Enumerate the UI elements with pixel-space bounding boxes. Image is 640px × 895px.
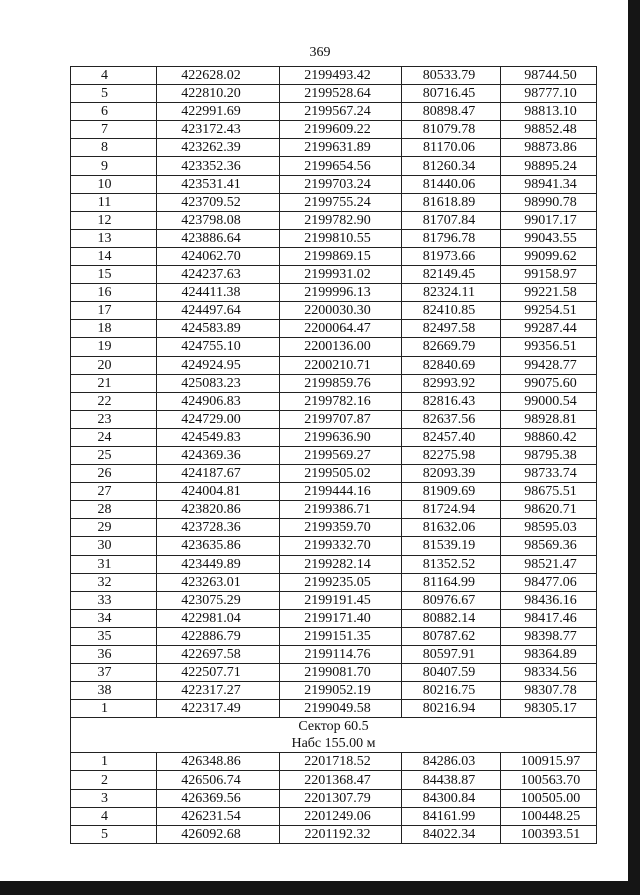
x-local-cell: 80216.75 — [402, 682, 501, 700]
x-coordinate-cell: 423262.39 — [157, 139, 280, 157]
y-local-cell: 98307.78 — [501, 682, 597, 700]
x-local-cell: 80597.91 — [402, 646, 501, 664]
x-coordinate-cell: 423531.41 — [157, 175, 280, 193]
x-local-cell: 80882.14 — [402, 609, 501, 627]
point-number-cell: 5 — [71, 85, 157, 103]
x-coordinate-cell: 423709.52 — [157, 193, 280, 211]
x-local-cell: 80787.62 — [402, 627, 501, 645]
x-coordinate-cell: 424906.83 — [157, 392, 280, 410]
y-local-cell: 98675.51 — [501, 483, 597, 501]
y-coordinate-cell: 2200136.00 — [280, 338, 402, 356]
x-coordinate-cell: 423798.08 — [157, 211, 280, 229]
y-coordinate-cell: 2199609.22 — [280, 121, 402, 139]
point-number-cell: 24 — [71, 428, 157, 446]
point-number-cell: 32 — [71, 573, 157, 591]
y-coordinate-cell: 2199444.16 — [280, 483, 402, 501]
x-local-cell: 81352.52 — [402, 555, 501, 573]
point-number-cell: 28 — [71, 501, 157, 519]
y-coordinate-cell: 2199569.27 — [280, 446, 402, 464]
x-local-cell: 81260.34 — [402, 157, 501, 175]
point-number-cell: 1 — [71, 700, 157, 718]
y-coordinate-cell: 2200064.47 — [280, 320, 402, 338]
y-local-cell: 99221.58 — [501, 284, 597, 302]
y-local-cell: 98860.42 — [501, 428, 597, 446]
y-local-cell: 98417.46 — [501, 609, 597, 627]
point-number-cell: 14 — [71, 247, 157, 265]
sector-height: Набс 155.00 м — [71, 735, 597, 753]
x-local-cell: 81973.66 — [402, 247, 501, 265]
table-body-part1 — [71, 67, 597, 718]
x-local-cell: 82410.85 — [402, 302, 501, 320]
x-local-cell: 81170.06 — [402, 139, 501, 157]
x-coordinate-cell: 424497.64 — [157, 302, 280, 320]
table-row — [71, 67, 597, 85]
y-coordinate-cell: 2199049.58 — [280, 700, 402, 718]
x-coordinate-cell: 426231.54 — [157, 807, 280, 825]
point-number-cell: 10 — [71, 175, 157, 193]
y-local-cell: 100915.97 — [501, 753, 597, 771]
y-coordinate-cell: 2199114.76 — [280, 646, 402, 664]
table-row — [71, 103, 597, 121]
y-coordinate-cell: 2201718.52 — [280, 753, 402, 771]
x-coordinate-cell: 424729.00 — [157, 410, 280, 428]
table-row — [71, 302, 597, 320]
x-local-cell: 81440.06 — [402, 175, 501, 193]
point-number-cell: 30 — [71, 537, 157, 555]
table-row — [71, 157, 597, 175]
table-row — [71, 374, 597, 392]
x-coordinate-cell: 422810.20 — [157, 85, 280, 103]
x-coordinate-cell: 423820.86 — [157, 501, 280, 519]
point-number-cell: 29 — [71, 519, 157, 537]
point-number-cell: 13 — [71, 229, 157, 247]
x-coordinate-cell: 422317.27 — [157, 682, 280, 700]
x-local-cell: 82816.43 — [402, 392, 501, 410]
y-coordinate-cell: 2199869.15 — [280, 247, 402, 265]
y-local-cell: 98813.10 — [501, 103, 597, 121]
x-coordinate-cell: 422981.04 — [157, 609, 280, 627]
x-local-cell: 81539.19 — [402, 537, 501, 555]
point-number-cell: 20 — [71, 356, 157, 374]
point-number-cell: 6 — [71, 103, 157, 121]
x-coordinate-cell: 424411.38 — [157, 284, 280, 302]
y-coordinate-cell: 2199631.89 — [280, 139, 402, 157]
x-local-cell: 82669.79 — [402, 338, 501, 356]
y-local-cell: 100505.00 — [501, 789, 597, 807]
table-row — [71, 121, 597, 139]
sector-title: Сектор 60.5 — [71, 718, 597, 736]
point-number-cell: 5 — [71, 825, 157, 843]
x-local-cell: 82275.98 — [402, 446, 501, 464]
table-row — [71, 410, 597, 428]
x-local-cell: 82840.69 — [402, 356, 501, 374]
coordinates-table — [70, 66, 597, 844]
y-local-cell: 98852.48 — [501, 121, 597, 139]
y-coordinate-cell: 2201249.06 — [280, 807, 402, 825]
y-coordinate-cell: 2199052.19 — [280, 682, 402, 700]
x-local-cell: 81632.06 — [402, 519, 501, 537]
x-coordinate-cell: 424755.10 — [157, 338, 280, 356]
x-local-cell: 80216.94 — [402, 700, 501, 718]
y-local-cell: 99000.54 — [501, 392, 597, 410]
point-number-cell: 3 — [71, 789, 157, 807]
y-coordinate-cell: 2201368.47 — [280, 771, 402, 789]
table-row — [71, 247, 597, 265]
y-local-cell: 98777.10 — [501, 85, 597, 103]
table-row — [71, 682, 597, 700]
table-row — [71, 555, 597, 573]
x-local-cell: 84438.87 — [402, 771, 501, 789]
sector-height-row — [71, 735, 597, 753]
y-coordinate-cell: 2201192.32 — [280, 825, 402, 843]
point-number-cell: 27 — [71, 483, 157, 501]
point-number-cell: 34 — [71, 609, 157, 627]
sector-header — [71, 718, 597, 753]
y-coordinate-cell: 2199332.70 — [280, 537, 402, 555]
y-coordinate-cell: 2199191.45 — [280, 591, 402, 609]
point-number-cell: 18 — [71, 320, 157, 338]
table-row — [71, 664, 597, 682]
x-coordinate-cell: 426348.86 — [157, 753, 280, 771]
y-coordinate-cell: 2199151.35 — [280, 627, 402, 645]
y-local-cell: 98733.74 — [501, 465, 597, 483]
x-local-cell: 82093.39 — [402, 465, 501, 483]
point-number-cell: 21 — [71, 374, 157, 392]
x-local-cell: 80533.79 — [402, 67, 501, 85]
table-row — [71, 591, 597, 609]
x-local-cell: 81079.78 — [402, 121, 501, 139]
table-row — [71, 789, 597, 807]
table-row — [71, 501, 597, 519]
x-coordinate-cell: 424369.36 — [157, 446, 280, 464]
table-body-part2 — [71, 753, 597, 843]
point-number-cell: 37 — [71, 664, 157, 682]
x-coordinate-cell: 426369.56 — [157, 789, 280, 807]
x-local-cell: 82993.92 — [402, 374, 501, 392]
y-coordinate-cell: 2199636.90 — [280, 428, 402, 446]
y-local-cell: 98928.81 — [501, 410, 597, 428]
point-number-cell: 23 — [71, 410, 157, 428]
y-local-cell: 98521.47 — [501, 555, 597, 573]
table-row — [71, 807, 597, 825]
point-number-cell: 15 — [71, 266, 157, 284]
x-local-cell: 80898.47 — [402, 103, 501, 121]
y-local-cell: 98477.06 — [501, 573, 597, 591]
x-local-cell: 81164.99 — [402, 573, 501, 591]
y-local-cell: 98364.89 — [501, 646, 597, 664]
y-local-cell: 99254.51 — [501, 302, 597, 320]
x-local-cell: 80407.59 — [402, 664, 501, 682]
x-local-cell: 82324.11 — [402, 284, 501, 302]
table-row — [71, 139, 597, 157]
table-row — [71, 753, 597, 771]
y-coordinate-cell: 2200210.71 — [280, 356, 402, 374]
y-local-cell: 98436.16 — [501, 591, 597, 609]
table-row — [71, 771, 597, 789]
y-local-cell: 99158.97 — [501, 266, 597, 284]
table-row — [71, 428, 597, 446]
table-row — [71, 573, 597, 591]
y-coordinate-cell: 2199505.02 — [280, 465, 402, 483]
y-coordinate-cell: 2200030.30 — [280, 302, 402, 320]
table-row — [71, 627, 597, 645]
y-local-cell: 98595.03 — [501, 519, 597, 537]
point-number-cell: 16 — [71, 284, 157, 302]
y-coordinate-cell: 2199235.05 — [280, 573, 402, 591]
y-coordinate-cell: 2199755.24 — [280, 193, 402, 211]
table-row — [71, 483, 597, 501]
x-coordinate-cell: 424062.70 — [157, 247, 280, 265]
x-coordinate-cell: 423635.86 — [157, 537, 280, 555]
y-local-cell: 98334.56 — [501, 664, 597, 682]
y-coordinate-cell: 2199810.55 — [280, 229, 402, 247]
y-local-cell: 98941.34 — [501, 175, 597, 193]
x-coordinate-cell: 422507.71 — [157, 664, 280, 682]
x-coordinate-cell: 423352.36 — [157, 157, 280, 175]
y-coordinate-cell: 2199707.87 — [280, 410, 402, 428]
table-row — [71, 446, 597, 464]
y-local-cell: 99075.60 — [501, 374, 597, 392]
y-local-cell: 98569.36 — [501, 537, 597, 555]
x-local-cell: 80976.67 — [402, 591, 501, 609]
table-row — [71, 537, 597, 555]
table-row — [71, 229, 597, 247]
x-coordinate-cell: 425083.23 — [157, 374, 280, 392]
x-coordinate-cell: 424583.89 — [157, 320, 280, 338]
x-coordinate-cell: 426092.68 — [157, 825, 280, 843]
y-local-cell: 98398.77 — [501, 627, 597, 645]
y-coordinate-cell: 2199931.02 — [280, 266, 402, 284]
x-coordinate-cell: 423172.43 — [157, 121, 280, 139]
x-coordinate-cell: 423263.01 — [157, 573, 280, 591]
x-coordinate-cell: 423075.29 — [157, 591, 280, 609]
y-local-cell: 98895.24 — [501, 157, 597, 175]
point-number-cell: 33 — [71, 591, 157, 609]
point-number-cell: 9 — [71, 157, 157, 175]
point-number-cell: 19 — [71, 338, 157, 356]
y-local-cell: 100563.70 — [501, 771, 597, 789]
x-coordinate-cell: 424004.81 — [157, 483, 280, 501]
x-local-cell: 80716.45 — [402, 85, 501, 103]
y-coordinate-cell: 2199171.40 — [280, 609, 402, 627]
x-coordinate-cell: 424549.83 — [157, 428, 280, 446]
x-local-cell: 81909.69 — [402, 483, 501, 501]
y-local-cell: 99017.17 — [501, 211, 597, 229]
table-row — [71, 465, 597, 483]
table-row — [71, 175, 597, 193]
y-local-cell: 99043.55 — [501, 229, 597, 247]
y-coordinate-cell: 2199782.16 — [280, 392, 402, 410]
x-local-cell: 84286.03 — [402, 753, 501, 771]
point-number-cell: 4 — [71, 67, 157, 85]
y-coordinate-cell: 2199703.24 — [280, 175, 402, 193]
y-coordinate-cell: 2199996.13 — [280, 284, 402, 302]
y-coordinate-cell: 2199528.64 — [280, 85, 402, 103]
table-row — [71, 825, 597, 843]
y-coordinate-cell: 2199493.42 — [280, 67, 402, 85]
table-row — [71, 266, 597, 284]
y-coordinate-cell: 2201307.79 — [280, 789, 402, 807]
x-coordinate-cell: 424237.63 — [157, 266, 280, 284]
y-local-cell: 100448.25 — [501, 807, 597, 825]
x-coordinate-cell: 423886.64 — [157, 229, 280, 247]
x-coordinate-cell: 423728.36 — [157, 519, 280, 537]
y-local-cell: 99428.77 — [501, 356, 597, 374]
table-row — [71, 646, 597, 664]
y-local-cell: 99287.44 — [501, 320, 597, 338]
x-local-cell: 84300.84 — [402, 789, 501, 807]
x-local-cell: 82497.58 — [402, 320, 501, 338]
point-number-cell: 38 — [71, 682, 157, 700]
sector-title-row — [71, 718, 597, 736]
point-number-cell: 8 — [71, 139, 157, 157]
x-local-cell: 82149.45 — [402, 266, 501, 284]
point-number-cell: 1 — [71, 753, 157, 771]
table-row — [71, 193, 597, 211]
table-row — [71, 519, 597, 537]
table-row — [71, 211, 597, 229]
table-row — [71, 392, 597, 410]
y-local-cell: 99099.62 — [501, 247, 597, 265]
table-row — [71, 85, 597, 103]
x-coordinate-cell: 422991.69 — [157, 103, 280, 121]
page-number: 369 — [309, 45, 331, 60]
y-coordinate-cell: 2199654.56 — [280, 157, 402, 175]
point-number-cell: 35 — [71, 627, 157, 645]
y-coordinate-cell: 2199386.71 — [280, 501, 402, 519]
x-coordinate-cell: 424924.95 — [157, 356, 280, 374]
point-number-cell: 36 — [71, 646, 157, 664]
x-coordinate-cell: 422317.49 — [157, 700, 280, 718]
x-coordinate-cell: 422628.02 — [157, 67, 280, 85]
y-coordinate-cell: 2199859.76 — [280, 374, 402, 392]
y-local-cell: 98873.86 — [501, 139, 597, 157]
point-number-cell: 17 — [71, 302, 157, 320]
table-row — [71, 356, 597, 374]
table-row — [71, 700, 597, 718]
x-local-cell: 81618.89 — [402, 193, 501, 211]
point-number-cell: 26 — [71, 465, 157, 483]
x-local-cell: 81707.84 — [402, 211, 501, 229]
table-row — [71, 609, 597, 627]
point-number-cell: 4 — [71, 807, 157, 825]
x-local-cell: 84161.99 — [402, 807, 501, 825]
y-local-cell: 98620.71 — [501, 501, 597, 519]
x-coordinate-cell: 424187.67 — [157, 465, 280, 483]
table-row — [71, 338, 597, 356]
table-row — [71, 320, 597, 338]
y-coordinate-cell: 2199567.24 — [280, 103, 402, 121]
y-local-cell: 99356.51 — [501, 338, 597, 356]
y-local-cell: 100393.51 — [501, 825, 597, 843]
point-number-cell: 7 — [71, 121, 157, 139]
y-local-cell: 98795.38 — [501, 446, 597, 464]
point-number-cell: 25 — [71, 446, 157, 464]
point-number-cell: 22 — [71, 392, 157, 410]
x-local-cell: 82457.40 — [402, 428, 501, 446]
point-number-cell: 11 — [71, 193, 157, 211]
y-coordinate-cell: 2199282.14 — [280, 555, 402, 573]
x-coordinate-cell: 423449.89 — [157, 555, 280, 573]
point-number-cell: 31 — [71, 555, 157, 573]
y-coordinate-cell: 2199782.90 — [280, 211, 402, 229]
x-local-cell: 81724.94 — [402, 501, 501, 519]
x-coordinate-cell: 422886.79 — [157, 627, 280, 645]
table-row — [71, 284, 597, 302]
y-coordinate-cell: 2199081.70 — [280, 664, 402, 682]
x-coordinate-cell: 422697.58 — [157, 646, 280, 664]
point-number-cell: 12 — [71, 211, 157, 229]
x-local-cell: 81796.78 — [402, 229, 501, 247]
y-coordinate-cell: 2199359.70 — [280, 519, 402, 537]
x-local-cell: 82637.56 — [402, 410, 501, 428]
x-coordinate-cell: 426506.74 — [157, 771, 280, 789]
y-local-cell: 98305.17 — [501, 700, 597, 718]
y-local-cell: 98990.78 — [501, 193, 597, 211]
point-number-cell: 2 — [71, 771, 157, 789]
y-local-cell: 98744.50 — [501, 67, 597, 85]
x-local-cell: 84022.34 — [402, 825, 501, 843]
